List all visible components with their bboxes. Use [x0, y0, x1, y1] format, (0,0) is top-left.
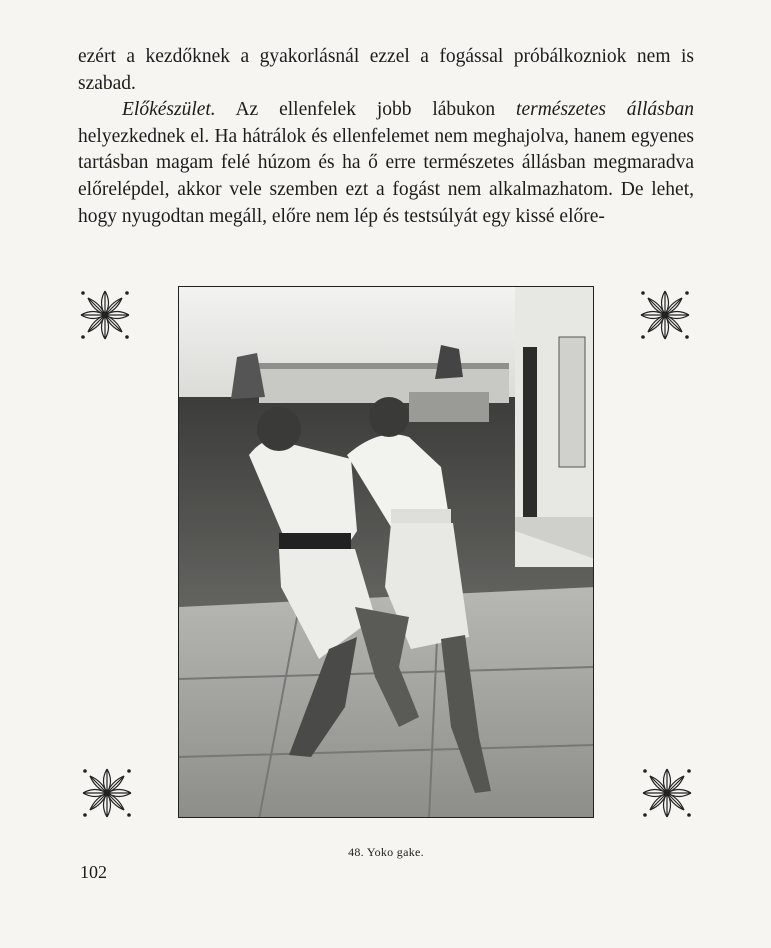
paragraph-2-heading: Előkészület. [122, 99, 216, 121]
snowflake-rosette-icon [640, 766, 694, 820]
snowflake-rosette-icon [638, 288, 692, 342]
page-number: 102 [80, 862, 107, 882]
snowflake-rosette-icon [80, 766, 134, 820]
paragraph-2 [78, 97, 694, 230]
paragraph-2-term: természetes állásban [516, 99, 694, 121]
body-text [78, 44, 694, 230]
judo-photograph [178, 286, 594, 818]
paragraph-2-text-2: helyezkednek el. Ha hátrálok és ellenfelemet nem meghajolva, hanem egyenes tartásban magam felé húzom és ha ő erre természetes állásban megmaradva előrelépdel, akkor vele szemben ezt a fogást nem alkalmazhatom. De lehet, hogy nyugodtan megáll, előre nem lép és testsúlyát egy kissé előre- [78, 125, 694, 227]
snowflake-rosette-icon [78, 288, 132, 342]
paragraph-1: ezért a kezdőknek a gyakorlásnál ezzel a fogással próbálkozniok nem is szabad. [78, 46, 694, 94]
figure-caption: 48. Yoko gake. [348, 845, 424, 859]
paragraph-2-text-1: Az ellenfelek jobb lábukon [215, 99, 517, 121]
